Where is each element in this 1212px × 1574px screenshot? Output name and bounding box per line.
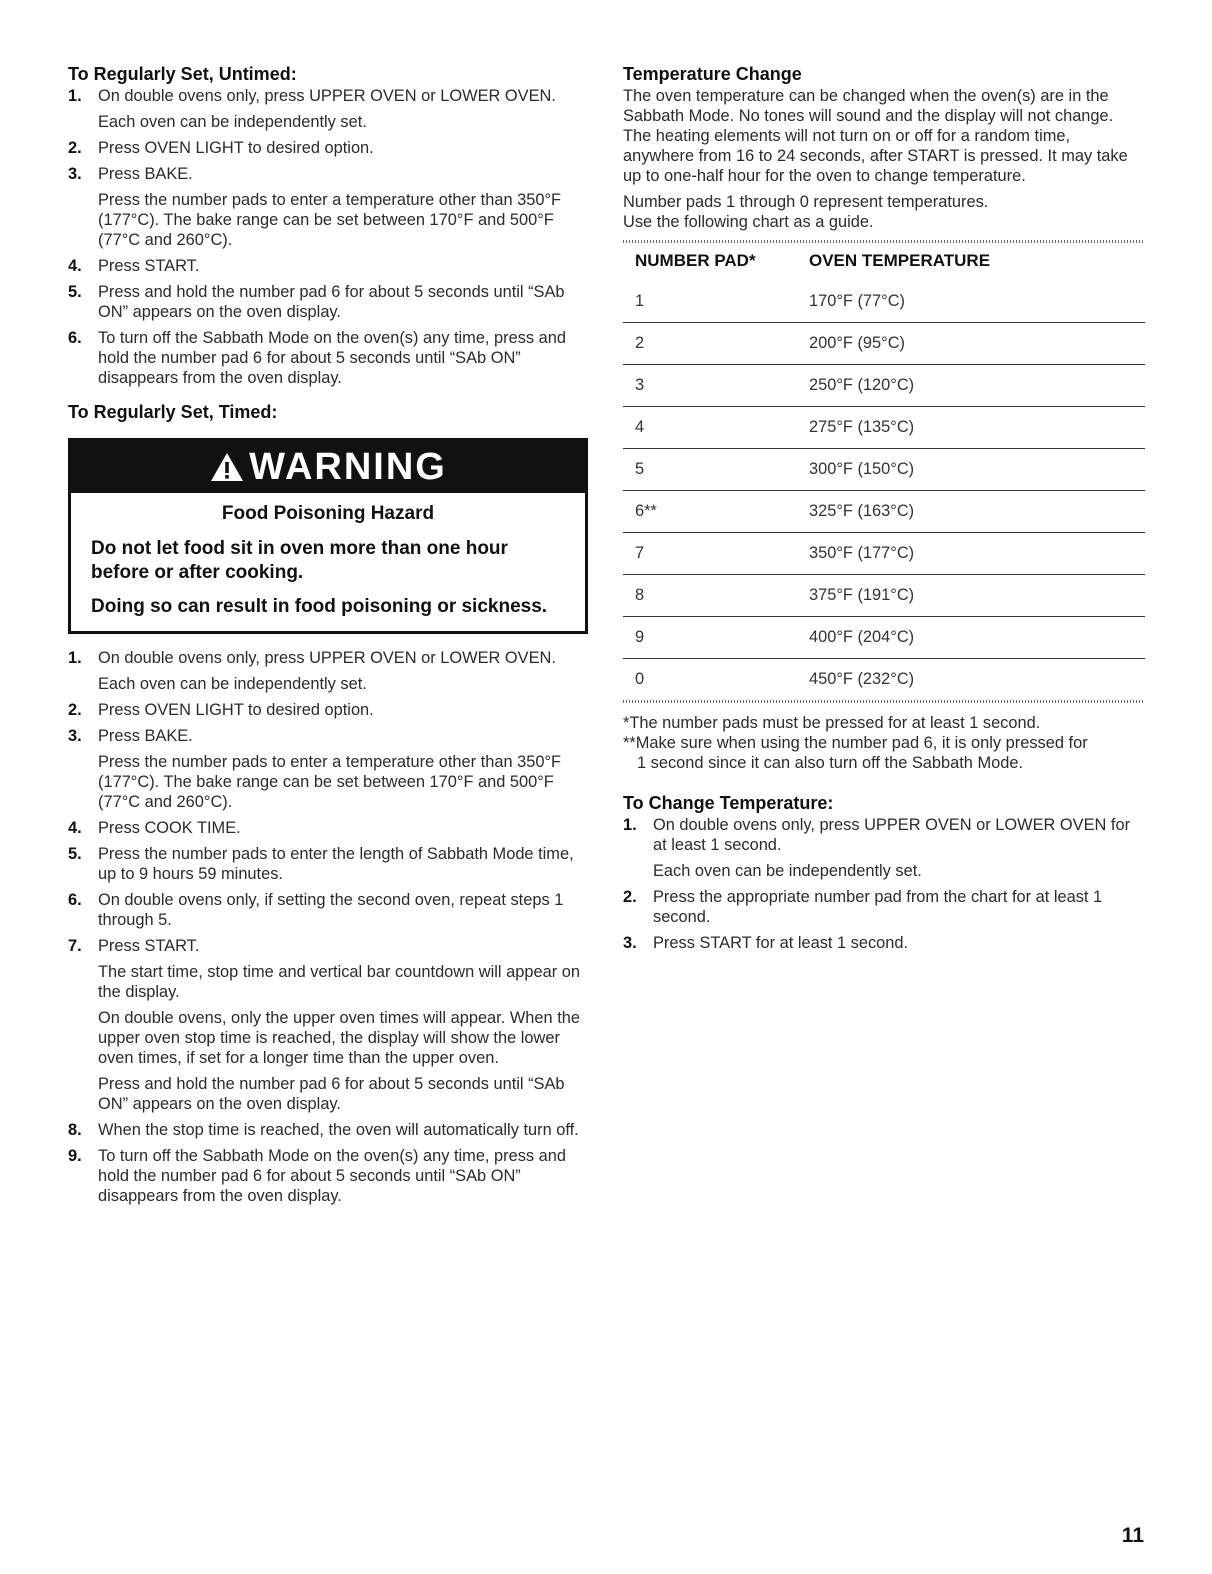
list-item <box>623 887 1145 927</box>
temperature-chart <box>623 243 1145 700</box>
list-item <box>623 933 1145 953</box>
step-number: 1. <box>623 816 637 834</box>
chart-header-number-pad: NUMBER PAD* <box>635 251 756 270</box>
step-number: 9. <box>68 1147 82 1165</box>
number-pad-cell: 9 <box>623 617 809 659</box>
step-text: When the stop time is reached, the oven will automatically turn off. <box>98 1121 579 1139</box>
oven-temperature-cell: 400°F (204°C) <box>809 617 1145 659</box>
table-row <box>623 323 1145 365</box>
table-row <box>623 281 1145 323</box>
timed-steps-list <box>68 648 588 1206</box>
list-item <box>68 890 588 930</box>
step-number: 1. <box>68 87 82 105</box>
list-item <box>623 815 1145 881</box>
step-subtext: Press the number pads to enter a temperature other than 350°F (177°C). The bake range can be set between 170°F and 500°F (77°C and 260°C). <box>98 753 562 811</box>
chart-guide-note: Use the following chart as a guide. <box>623 213 874 231</box>
warning-message-1: Do not let food sit in oven more than one hour before or after cooking. <box>91 538 508 583</box>
step-number: 5. <box>68 283 82 301</box>
step-subtext: Each oven can be independently set. <box>653 862 922 880</box>
footnote-pad-six: **Make sure when using the number pad 6, it is only pressed for <box>623 734 1088 752</box>
step-number: 8. <box>68 1121 82 1139</box>
warning-title: WARNING <box>249 445 447 488</box>
step-text: On double ovens only, press UPPER OVEN or LOWER OVEN. <box>98 87 556 105</box>
oven-temperature-cell: 170°F (77°C) <box>809 281 1145 323</box>
warning-banner <box>71 441 585 493</box>
table-row <box>623 407 1145 449</box>
step-number: 3. <box>623 934 637 952</box>
number-pads-note: Number pads 1 through 0 represent temperatures. <box>623 193 989 211</box>
table-row <box>623 659 1145 701</box>
left-column <box>68 62 588 1212</box>
step-number: 4. <box>68 257 82 275</box>
page-number: 11 <box>1121 1524 1144 1547</box>
step-text: On double ovens only, press UPPER OVEN or LOWER OVEN for at least 1 second. <box>653 816 1131 854</box>
list-item <box>68 328 588 388</box>
number-pad-cell: 0 <box>635 670 645 688</box>
step-subtext: Press and hold the number pad 6 for about 5 seconds until “SAb ON” appears on the oven display. <box>98 1075 565 1113</box>
footnote-number-pads: *The number pads must be pressed for at least 1 second. <box>623 714 1041 732</box>
step-number: 3. <box>68 727 82 745</box>
step-text: Press the appropriate number pad from the chart for at least 1 second. <box>653 888 1103 926</box>
step-text: Press START. <box>98 257 200 275</box>
chart-bottom-rule <box>623 700 1145 703</box>
step-text: On double ovens only, if setting the second oven, repeat steps 1 through 5. <box>98 891 564 929</box>
step-text: Press OVEN LIGHT to desired option. <box>98 701 374 719</box>
list-item <box>68 726 588 812</box>
number-pad-cell: 8 <box>623 575 809 617</box>
right-column <box>623 62 1145 959</box>
temperature-change-paragraph: The oven temperature can be changed when the oven(s) are in the Sabbath Mode. No tones will sound and the display will not change. The heating elements will not turn on or off for a random time, anywhere from 16 to 24 seconds, after START is pressed. It may take up to one-half hour for the oven to change temperature. <box>623 87 1128 185</box>
oven-temperature-cell: 200°F (95°C) <box>809 323 1145 365</box>
step-text: Press BAKE. <box>98 165 193 183</box>
step-subtext: On double ovens, only the upper oven times will appear. When the upper oven stop time is reached, the display will show the lower oven times, if set for a longer time than the upper oven. <box>98 1009 580 1067</box>
list-item <box>68 1146 588 1206</box>
step-number: 4. <box>68 819 82 837</box>
step-number: 7. <box>68 937 82 955</box>
step-text: Press and hold the number pad 6 for about 5 seconds until “SAb ON” appears on the oven display. <box>98 283 565 321</box>
warning-triangle-icon <box>209 451 245 483</box>
list-item <box>68 936 588 1114</box>
footnote-pad-six-cont: 1 second since it can also turn off the Sabbath Mode. <box>637 754 1024 772</box>
oven-temperature-cell: 375°F (191°C) <box>809 575 1145 617</box>
list-item <box>68 282 588 322</box>
list-item <box>68 844 588 884</box>
oven-temperature-cell: 275°F (135°C) <box>809 407 1145 449</box>
untimed-heading: To Regularly Set, Untimed: <box>68 64 297 84</box>
table-row <box>623 533 1145 575</box>
table-row <box>623 575 1145 617</box>
table-row <box>623 617 1145 659</box>
step-text: On double ovens only, press UPPER OVEN or LOWER OVEN. <box>98 649 556 667</box>
warning-box <box>68 438 588 634</box>
step-number: 2. <box>68 139 82 157</box>
table-row <box>623 449 1145 491</box>
step-text: Press COOK TIME. <box>98 819 241 837</box>
step-text: Press BAKE. <box>98 727 193 745</box>
step-number: 2. <box>623 888 637 906</box>
number-pad-cell: 2 <box>623 323 809 365</box>
step-number: 2. <box>68 701 82 719</box>
warning-message-2: Doing so can result in food poisoning or sickness. <box>91 596 548 617</box>
oven-temperature-cell: 250°F (120°C) <box>809 365 1145 407</box>
step-number: 5. <box>68 845 82 863</box>
number-pad-cell: 1 <box>623 281 809 323</box>
number-pad-cell: 4 <box>623 407 809 449</box>
step-number: 3. <box>68 165 82 183</box>
number-pad-cell: 7 <box>623 533 809 575</box>
step-text: Press OVEN LIGHT to desired option. <box>98 139 374 157</box>
table-row <box>623 491 1145 533</box>
number-pad-cell: 5 <box>623 449 809 491</box>
list-item <box>68 138 588 158</box>
oven-temperature-cell: 350°F (177°C) <box>809 533 1145 575</box>
step-subtext: The start time, stop time and vertical bar countdown will appear on the display. <box>98 963 580 1001</box>
step-subtext: Press the number pads to enter a temperature other than 350°F (177°C). The bake range can be set between 170°F and 500°F (77°C and 260°C). <box>98 191 562 249</box>
step-subtext: Each oven can be independently set. <box>98 675 367 693</box>
temperature-change-heading: Temperature Change <box>623 64 802 84</box>
list-item <box>68 256 588 276</box>
oven-temperature-cell: 450°F (232°C) <box>809 670 915 688</box>
list-item <box>68 164 588 250</box>
table-row <box>623 365 1145 407</box>
step-text: To turn off the Sabbath Mode on the oven(s) any time, press and hold the number pad 6 for about 5 seconds until “SAb ON” disappears from the oven display. <box>98 329 567 387</box>
step-text: Press the number pads to enter the length of Sabbath Mode time, up to 9 hours 59 minutes. <box>98 845 574 883</box>
step-text: Press START for at least 1 second. <box>653 934 909 952</box>
warning-hazard: Food Poisoning Hazard <box>221 503 435 524</box>
step-text: Press START. <box>98 937 200 955</box>
oven-temperature-cell: 300°F (150°C) <box>809 449 1145 491</box>
untimed-steps-list <box>68 86 588 388</box>
number-pad-cell: 3 <box>623 365 809 407</box>
change-temperature-heading: To Change Temperature: <box>623 793 834 813</box>
change-steps-list <box>623 815 1145 953</box>
list-item <box>68 700 588 720</box>
step-number: 1. <box>68 649 82 667</box>
list-item <box>68 648 588 694</box>
step-number: 6. <box>68 329 82 347</box>
number-pad-cell: 6** <box>623 491 809 533</box>
timed-heading: To Regularly Set, Timed: <box>68 402 278 422</box>
chart-header-oven-temperature: OVEN TEMPERATURE <box>809 251 991 270</box>
step-text: To turn off the Sabbath Mode on the oven(s) any time, press and hold the number pad 6 for about 5 seconds until “SAb ON” disappears from the oven display. <box>98 1147 567 1205</box>
list-item <box>68 86 588 132</box>
step-number: 6. <box>68 891 82 909</box>
list-item <box>68 1120 588 1140</box>
step-subtext: Each oven can be independently set. <box>98 113 367 131</box>
oven-temperature-cell: 325°F (163°C) <box>809 491 1145 533</box>
list-item <box>68 818 588 838</box>
